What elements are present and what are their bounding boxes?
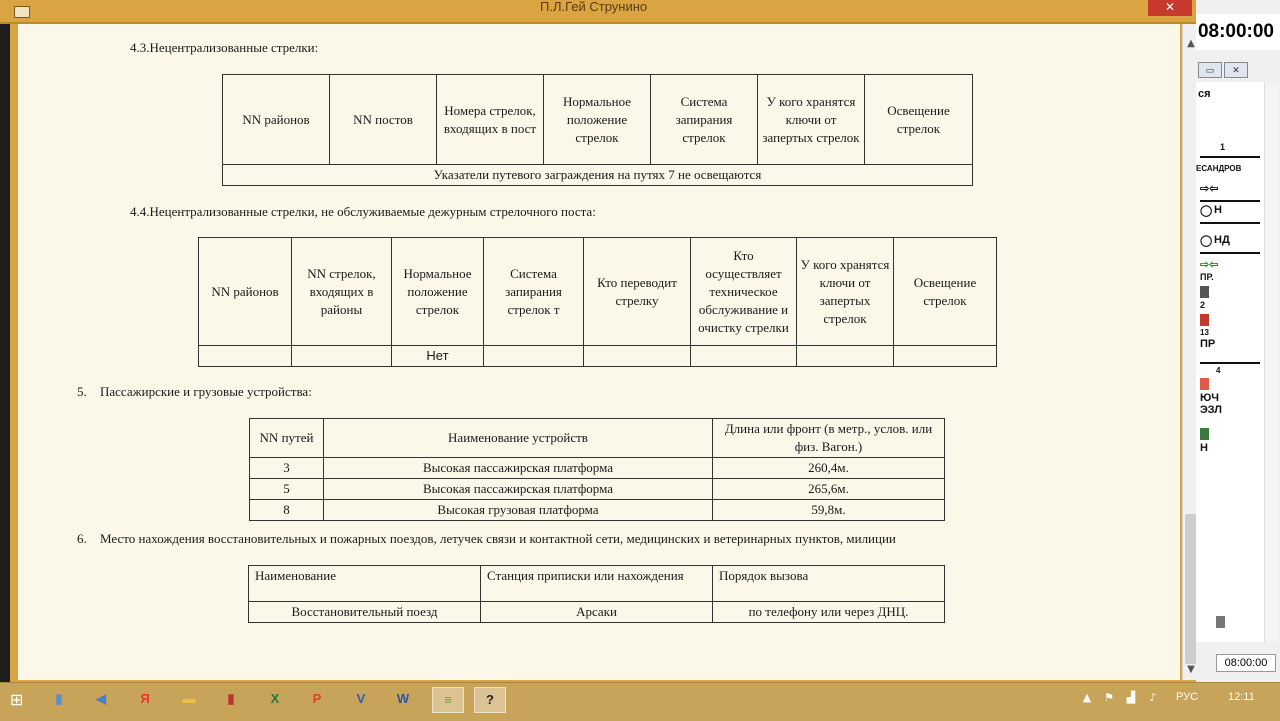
section-4-3-heading: 4.3.Нецентрализованные стрелки: bbox=[130, 40, 319, 55]
table-row bbox=[223, 165, 973, 186]
clock-display-large: 08:00:00 bbox=[1196, 14, 1280, 50]
table-header-cell: Длина или фронт (в метр., услов. или физ. Вагон.) bbox=[713, 419, 945, 458]
table-header-cell: Система запирания стрелок т bbox=[484, 238, 584, 346]
table-cell: 59,8м. bbox=[713, 500, 945, 521]
table-header-cell: Система запирания стрелок bbox=[651, 75, 758, 165]
table-header-cell: NN районов bbox=[199, 238, 292, 346]
scroll-up-icon[interactable]: ▲ bbox=[1187, 38, 1195, 49]
schematic-label: ЭЗЛ bbox=[1200, 404, 1223, 416]
clock-display-small: 08:00:00 bbox=[1216, 654, 1276, 672]
table-cell bbox=[199, 346, 292, 367]
table-cell: Высокая пассажирская платформа bbox=[324, 479, 713, 500]
table-cell bbox=[691, 346, 797, 367]
section-5-heading: Пассажирские и грузовые устройства: bbox=[100, 384, 312, 399]
table-header-cell: У кого хранятся ключи от запертых стрелок bbox=[758, 75, 865, 165]
track-schematic bbox=[1196, 82, 1264, 642]
signal-circle-icon[interactable]: ◯ bbox=[1200, 235, 1213, 247]
track-line bbox=[1200, 252, 1260, 254]
schematic-label: 2 bbox=[1200, 300, 1206, 310]
track-line bbox=[1200, 200, 1260, 202]
table-row bbox=[249, 602, 945, 623]
table-header-cell: Кто осуществляет техническое обслуживание и очистку стрелки bbox=[691, 238, 797, 346]
signal-arrow-icon[interactable]: ⇨⇦ bbox=[1200, 183, 1219, 195]
schematic-label: Н bbox=[1200, 442, 1208, 454]
table-header-cell: Нормальное положение стрелок bbox=[544, 75, 651, 165]
section-6-number: 6. bbox=[77, 531, 87, 546]
table-4-4-header-row bbox=[199, 238, 997, 346]
track-line bbox=[1200, 362, 1260, 364]
schematic-label: 4 bbox=[1216, 366, 1221, 375]
table-cell: 8 bbox=[250, 500, 324, 521]
table-cell: Высокая грузовая платформа bbox=[324, 500, 713, 521]
visio-icon[interactable]: V bbox=[356, 691, 366, 706]
table-cell bbox=[584, 346, 691, 367]
file-manager-icon[interactable]: ▮ bbox=[55, 691, 63, 706]
signal-arrow-icon[interactable]: ⇨⇦ bbox=[1200, 259, 1219, 271]
powerpoint-icon[interactable]: P bbox=[312, 691, 322, 706]
close-icon[interactable]: ✕ bbox=[1224, 62, 1248, 78]
window-menu-icon[interactable] bbox=[14, 6, 30, 18]
table-header-cell: Наименование bbox=[249, 566, 481, 602]
signal-block[interactable] bbox=[1200, 378, 1209, 390]
word-icon[interactable]: W bbox=[396, 691, 410, 706]
signal-block[interactable] bbox=[1200, 428, 1209, 440]
section-4-4-heading: 4.4.Нецентрализованные стрелки, не обслуживаемые дежурным стрелочного поста: bbox=[130, 204, 596, 219]
signal-block[interactable] bbox=[1216, 616, 1225, 628]
table-6-header-row bbox=[249, 566, 945, 602]
table-header-cell: NN путей bbox=[250, 419, 324, 458]
table-cell: Арсаки bbox=[481, 602, 713, 623]
schematic-label: 13 bbox=[1200, 328, 1209, 337]
window-title: П.Л.Гей Струнино bbox=[540, 0, 648, 14]
schematic-label: Н bbox=[1214, 204, 1222, 216]
signal-block[interactable] bbox=[1200, 286, 1209, 298]
table-header-cell: Нормальное положение стрелок bbox=[392, 238, 484, 346]
table-header-cell: У кого хранятся ключи от запертых стрелок bbox=[797, 238, 894, 346]
section-5-number: 5. bbox=[77, 384, 87, 399]
close-button[interactable]: ✕ bbox=[1148, 0, 1192, 16]
volume-icon[interactable]: ♪ bbox=[1149, 691, 1157, 704]
restore-button[interactable]: ▭ bbox=[1198, 62, 1222, 78]
table-header-cell: Освещение стрелок bbox=[865, 75, 973, 165]
schematic-label: ПР. bbox=[1200, 272, 1214, 282]
table-cell: 5 bbox=[250, 479, 324, 500]
excel-icon[interactable]: X bbox=[270, 691, 280, 706]
schematic-app-window bbox=[1196, 0, 1280, 682]
table-row bbox=[250, 500, 945, 521]
schematic-label: 1 bbox=[1220, 142, 1226, 152]
signal-circle-icon[interactable]: ◯ bbox=[1200, 205, 1213, 217]
table-6 bbox=[248, 565, 945, 623]
schematic-label: ЕСАНДРОВ bbox=[1196, 164, 1242, 173]
window-titlebar[interactable] bbox=[0, 0, 1196, 24]
track-line bbox=[1200, 156, 1260, 158]
table-4-4 bbox=[198, 237, 997, 367]
folder-icon[interactable]: ▬ bbox=[182, 691, 196, 706]
table-cell bbox=[894, 346, 997, 367]
table-4-3 bbox=[222, 74, 973, 186]
schematic-label: ПР bbox=[1200, 338, 1216, 350]
section-6-heading: Место нахождения восстановительных и пожарных поездов, летучек связи и контактной сети, медицинских и ветеринарных пунктов, милиции bbox=[100, 531, 896, 546]
table-cell bbox=[797, 346, 894, 367]
signal-block[interactable] bbox=[1200, 314, 1209, 326]
table-header-cell: NN постов bbox=[330, 75, 437, 165]
table-header-cell: NN районов bbox=[223, 75, 330, 165]
table-cell: 260,4м. bbox=[713, 458, 945, 479]
table-cell: Нет bbox=[392, 346, 484, 367]
scroll-down-icon[interactable]: ▼ bbox=[1187, 664, 1195, 675]
schematic-label: ЮЧ bbox=[1200, 392, 1219, 404]
table-header-cell: Порядок вызова bbox=[713, 566, 945, 602]
yandex-browser-icon[interactable]: Я bbox=[140, 691, 150, 706]
taskbar bbox=[0, 682, 1280, 721]
table-row bbox=[199, 346, 997, 367]
table-cell bbox=[292, 346, 392, 367]
table-header-cell: Наименование устройств bbox=[324, 419, 713, 458]
show-hidden-icons-icon[interactable]: ▲ bbox=[1082, 691, 1092, 704]
document-page bbox=[18, 24, 1180, 680]
table-cell: 265,6м. bbox=[713, 479, 945, 500]
table-cell: по телефону или через ДНЦ. bbox=[713, 602, 945, 623]
table-4-3-header-row bbox=[223, 75, 973, 165]
schematic-window-controls bbox=[1198, 62, 1248, 78]
table-header-cell: NN стрелок, входящих в районы bbox=[292, 238, 392, 346]
system-clock[interactable]: 12:11 bbox=[1228, 691, 1255, 703]
schematic-label: НД bbox=[1214, 234, 1230, 246]
schematic-label: ся bbox=[1198, 88, 1211, 100]
table-5 bbox=[249, 418, 945, 521]
table-cell bbox=[484, 346, 584, 367]
left-edge bbox=[0, 24, 10, 682]
help-app-icon[interactable]: ? bbox=[474, 687, 506, 713]
table-cell: 3 bbox=[250, 458, 324, 479]
language-indicator[interactable]: РУС bbox=[1176, 691, 1199, 703]
table-cell: Восстановительный поезд bbox=[249, 602, 481, 623]
table-header-cell: Станция приписки или нахождения bbox=[481, 566, 713, 602]
windows-start-icon[interactable]: ⊞ bbox=[10, 690, 24, 709]
table-cell: Высокая пассажирская платформа bbox=[324, 458, 713, 479]
table-5-header-row bbox=[250, 419, 945, 458]
table-header-cell: Кто переводит стрелку bbox=[584, 238, 691, 346]
table-footer-cell: Указатели путевого заграждения на путях 7 не освещаются bbox=[223, 165, 973, 186]
railway-app-icon[interactable]: ≡ bbox=[432, 687, 464, 713]
table-header-cell: Номера стрелок, входящих в пост bbox=[437, 75, 544, 165]
document-window bbox=[10, 24, 1196, 682]
document-viewer-icon[interactable]: ▮ bbox=[227, 691, 235, 706]
media-player-icon[interactable]: ◀ bbox=[96, 691, 106, 706]
action-center-icon[interactable]: ⚑ bbox=[1104, 691, 1114, 704]
table-row bbox=[250, 458, 945, 479]
table-header-cell: Освещение стрелок bbox=[894, 238, 997, 346]
track-line bbox=[1200, 222, 1260, 224]
table-row bbox=[250, 479, 945, 500]
network-icon[interactable]: ▟ bbox=[1126, 691, 1136, 704]
schematic-scrollbar[interactable] bbox=[1264, 82, 1279, 642]
